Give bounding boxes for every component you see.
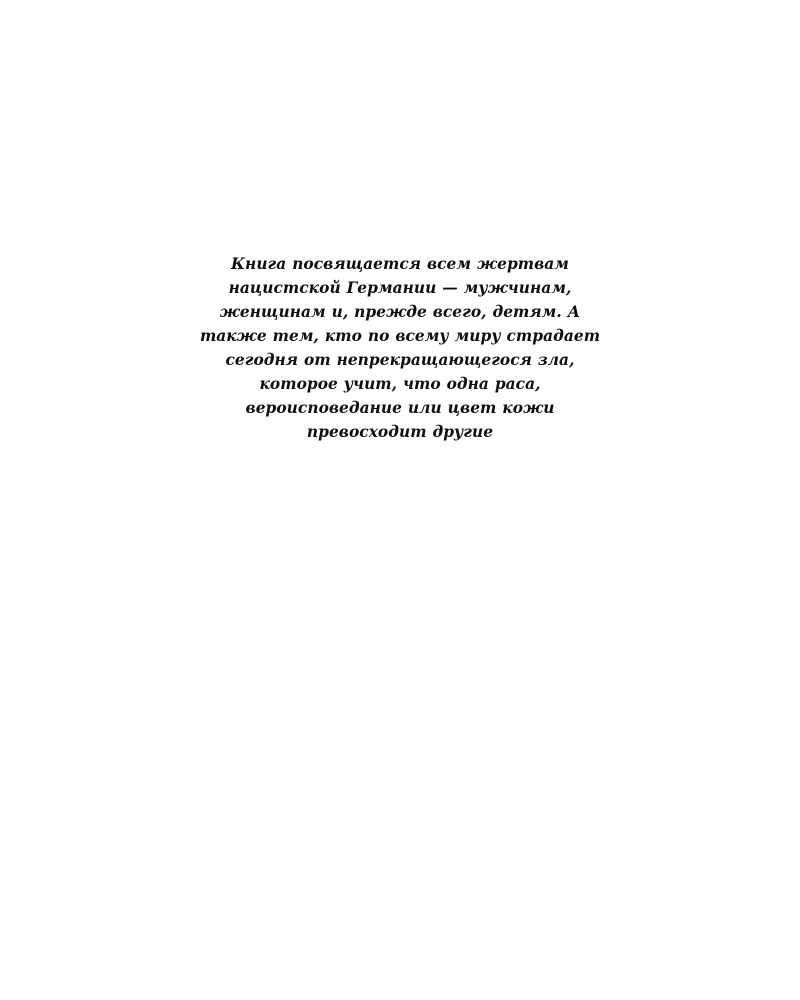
dedication-text: Книга посвящается всем жертвам нацистской Германии — мужчинам, женщинам и, прежде всего, детям. А также тем, кто по всему миру страдает сегодня от непрекращающегося зла, которое учит, что одна раса, вероисповедание или цвет кожи превосходит другие <box>199 255 601 442</box>
dedication-block <box>190 252 610 444</box>
